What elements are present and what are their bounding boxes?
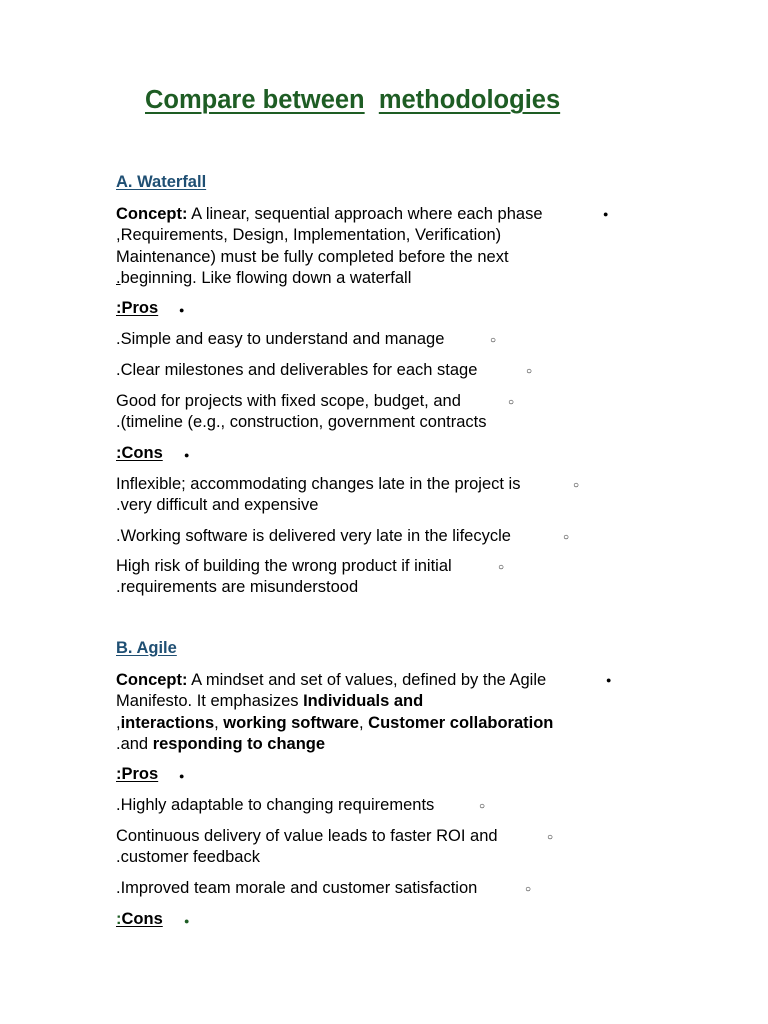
- cons-colon: :: [116, 910, 122, 928]
- bullet-dot-icon: ●: [184, 450, 190, 460]
- cons-label: :Cons: [116, 444, 163, 462]
- concept-text: .: [116, 268, 121, 287]
- bullet-dot-icon: ●: [179, 771, 185, 781]
- list-item: .(timeline (e.g., construction, government contracts: [116, 413, 487, 432]
- cons-label: [116, 910, 163, 928]
- concept-text: A mindset and set of values, defined by the Agile: [187, 671, 547, 689]
- title-part2: methodologies: [378, 86, 561, 114]
- hollow-circle-icon: ○: [547, 832, 554, 843]
- list-item: Inflexible; accommodating changes late in the project is: [116, 475, 521, 493]
- bullet-dot-icon: ●: [603, 209, 609, 219]
- list-item: .Clear milestones and deliverables for each stage: [116, 361, 478, 379]
- list-item: .Working software is delivered very late in the lifecycle: [116, 527, 511, 545]
- concept-text: .and: [116, 734, 153, 753]
- list-item: High risk of building the wrong product if initial: [116, 557, 452, 575]
- list-item: .Improved team morale and customer satisfaction: [116, 879, 478, 897]
- concept-text: ,: [359, 713, 369, 732]
- title-part1: Compare between: [145, 86, 365, 114]
- pros-label: :Pros: [116, 299, 159, 317]
- pros-label: :Pros: [116, 765, 159, 783]
- hollow-circle-icon: ○: [563, 532, 570, 543]
- hollow-circle-icon: ○: [508, 397, 515, 408]
- hollow-circle-icon: ○: [573, 480, 580, 491]
- concept-label: Concept:: [116, 205, 188, 223]
- list-item: Good for projects with fixed scope, budget, and: [116, 392, 461, 410]
- hollow-circle-icon: ○: [490, 335, 497, 346]
- list-item: .Simple and easy to understand and manage: [116, 330, 445, 348]
- concept-text: A linear, sequential approach where each phase: [187, 205, 543, 223]
- bullet-dot-icon: ●: [606, 675, 612, 685]
- hollow-circle-icon: ○: [525, 884, 532, 895]
- concept-emphasis: responding to change: [152, 734, 326, 753]
- list-item: .customer feedback: [116, 848, 260, 867]
- hollow-circle-icon: ○: [498, 562, 505, 573]
- hollow-circle-icon: ○: [526, 366, 533, 377]
- list-item: .Highly adaptable to changing requirements: [116, 796, 435, 814]
- concept-emphasis: Individuals and: [303, 692, 424, 711]
- concept-text: ,Requirements, Design, Implementation, Verification): [116, 226, 502, 245]
- concept-text: Maintenance) must be fully completed before the next: [116, 247, 509, 266]
- list-item: Continuous delivery of value leads to faster ROI and: [116, 827, 498, 845]
- section-heading-waterfall: A. Waterfall: [116, 173, 207, 191]
- bullet-dot-icon: ●: [179, 305, 185, 315]
- concept-text: Manifesto. It emphasizes: [116, 692, 304, 711]
- waterfall-concept: [116, 204, 616, 289]
- agile-concept: [116, 670, 616, 755]
- bullet-dot-icon: ●: [184, 916, 190, 926]
- concept-emphasis: working software: [223, 713, 359, 732]
- concept-label: Concept:: [116, 671, 188, 689]
- concept-text: ,: [116, 713, 121, 732]
- section-heading-agile: B. Agile: [116, 639, 177, 657]
- concept-emphasis: interactions: [120, 713, 215, 732]
- concept-emphasis: Customer collaboration: [368, 713, 554, 732]
- cons-word: Cons: [121, 910, 163, 928]
- list-item: .very difficult and expensive: [116, 496, 319, 515]
- concept-text: ,: [214, 713, 224, 732]
- hollow-circle-icon: ○: [479, 801, 486, 812]
- concept-text: beginning. Like flowing down a waterfall: [120, 268, 412, 287]
- list-item: .requirements are misunderstood: [116, 578, 359, 597]
- page-title: [145, 86, 560, 115]
